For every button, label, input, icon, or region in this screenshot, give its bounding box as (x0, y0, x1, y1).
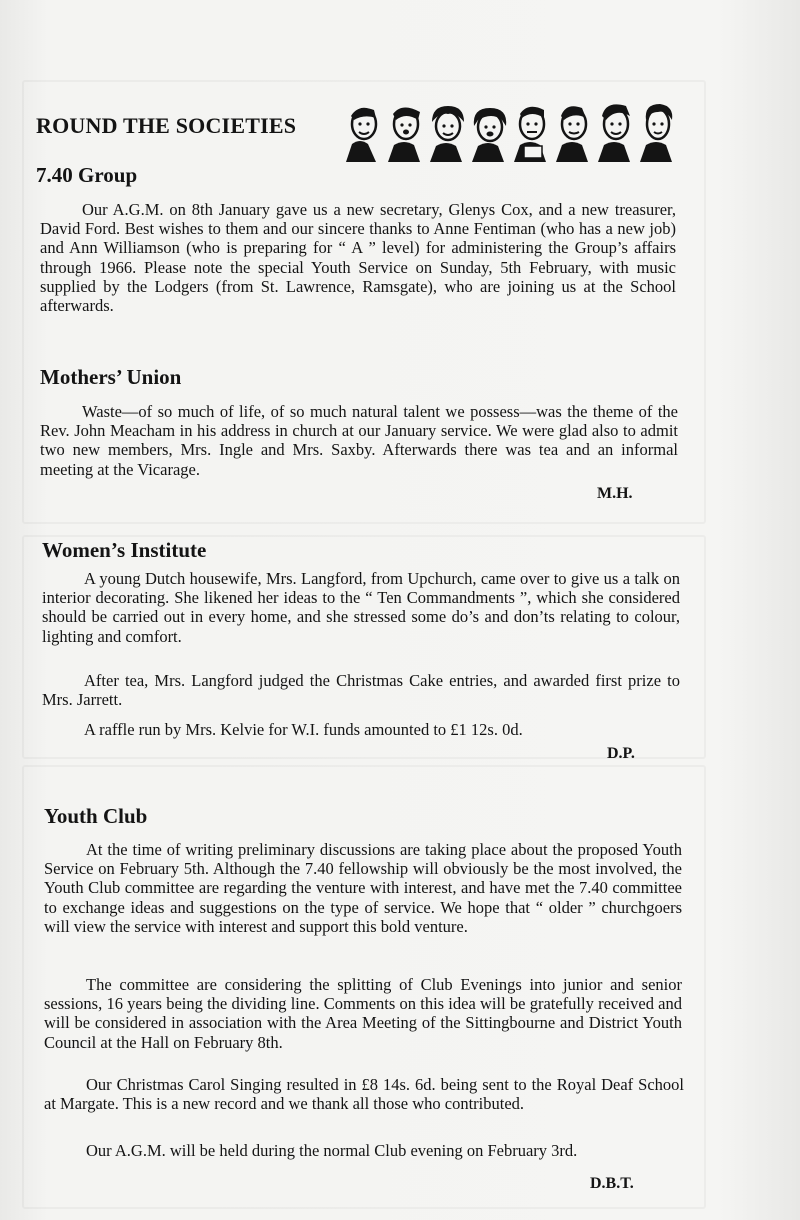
paragraph: Our Christmas Carol Singing resulted in £8 14s. 6d. being sent to the Royal Deaf School at Margate. This is a new record and we thank all those who contributed. (44, 1075, 684, 1114)
paragraph: Waste—of so much of life, of so much natural talent we possess—was the theme of the Rev. John Meacham in his address in church at our January service. We were glad also to admit two new members, Mrs. Ingle and Mrs. Saxby. Afterwards there was tea and an informal meeting at the Vicarage. (40, 402, 678, 479)
paragraph: Our A.G.M. will be held during the normal Club evening on February 3rd. (86, 1141, 578, 1160)
paragraph: After tea, Mrs. Langford judged the Christmas Cake entries, and awarded first prize to Mrs. Jarrett. (42, 671, 680, 710)
paragraph: A young Dutch housewife, Mrs. Langford, from Upchurch, came over to give us a talk on interior decorating. She likened her ideas to the “ Ten Commandments ”, which she considered should be carried out in every home, and she stressed some do’s and don’ts relating to colour, lighting and comfort. (42, 569, 680, 646)
paragraph: The committee are considering the splitting of Club Evenings into junior and senior sessions, 16 years being the dividing line. Comments on this idea will be gratefully received and will be considered in association with the Area Meeting of the Sittingbourne and District Youth Council at the Hall on February 8th. (44, 975, 682, 1052)
paragraph: A raffle run by Mrs. Kelvie for W.I. funds amounted to £1 12s. 0d. (84, 720, 523, 739)
paragraph: At the time of writing preliminary discussions are taking place about the proposed Youth Service on February 5th. Although the 7.40 fellowship will obviously be the most involved, the Youth Club committee are regarding the venture with interest, and have met the 7.40 committee to exchange ideas and suggestions on the type of service. We hope that “ older ” churchgoers will view the service with interest and support this bold venture. (44, 840, 682, 936)
signature: D.B.T. (590, 1175, 634, 1192)
faces-illustration (336, 100, 676, 162)
section-heading-740-group: 7.40 Group (36, 163, 138, 187)
section-heading-womens-institute: Women’s Institute (42, 538, 207, 562)
header (36, 100, 676, 162)
section-banner: ROUND THE SOCIETIES (36, 113, 297, 138)
signature: D.P. (607, 745, 635, 762)
section-heading-mothers-union: Mothers’ Union (40, 365, 182, 389)
paragraph: Our A.G.M. on 8th January gave us a new secretary, Glenys Cox, and a new treasurer, David Ford. Best wishes to them and our sincere thanks to Anne Fentiman (who has a new job) and Ann Williamson (who is preparing for “ A ” level) for administering the Group’s affairs through 1966. Please note the special Youth Service on Sunday, 5th February, with music supplied by the Lodgers (from St. Lawrence, Ramsgate), who are joining us at the School afterwards. (40, 200, 676, 316)
section-heading-youth-club: Youth Club (44, 804, 148, 828)
signature: M.H. (597, 485, 633, 502)
